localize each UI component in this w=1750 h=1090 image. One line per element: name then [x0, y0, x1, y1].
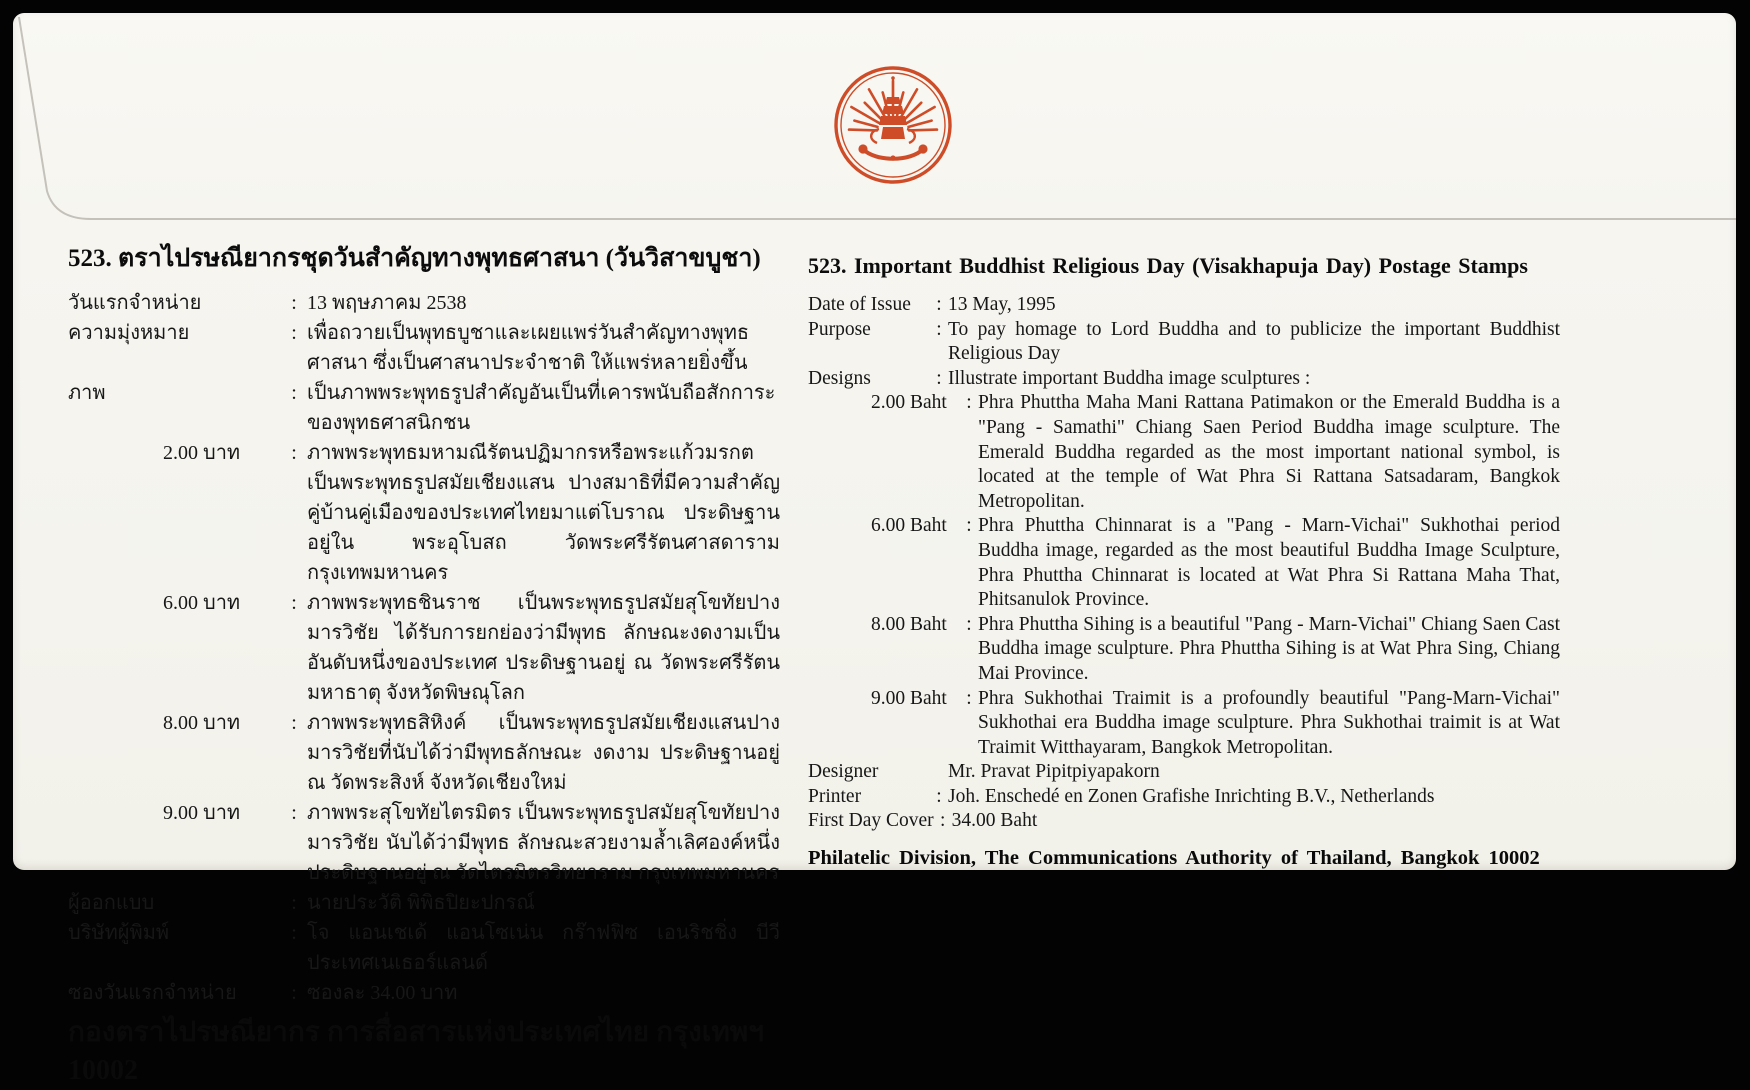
communications-authority-emblem-icon — [831, 63, 955, 187]
row-colon: : — [939, 810, 946, 832]
row-label: Printer — [808, 785, 862, 807]
row-colon: : — [936, 318, 942, 340]
row-colon: : — [291, 892, 297, 914]
row-value: Phra Phuttha Sihing is a beautiful "Pang - Marn-Vichai" Chiang Saen Cast Buddha image sculpture. Phra Phuttha Sihing is at Wat Phra Sing, Chiang Mai Province. — [978, 613, 1560, 684]
row-colon: : — [966, 613, 972, 635]
row-label: 6.00 บาท — [163, 592, 241, 614]
row-colon: : — [291, 592, 297, 614]
english-info-column — [808, 253, 1560, 871]
row-colon: : — [936, 367, 942, 389]
row-label: Designs — [808, 367, 871, 389]
thai-row-8-baht — [68, 708, 780, 798]
row-colon: : — [291, 292, 297, 314]
row-value: Phra Sukhothai Traimit is a profoundly beautiful "Pang-Marn-Vichai" Sukhothai era Buddha image sculpture. Phra Sukhothai traimit is at Wat Traimit Witthayaram, Bangkok Metropolitan. — [978, 687, 1560, 758]
thai-row-purpose — [68, 318, 780, 378]
row-value: เป็นภาพพระพุทธรูปสำคัญอันเป็นที่เคารพนับถือสักการะของพุทธศาสนิกชน — [307, 382, 776, 434]
thai-row-first-day-cover — [68, 978, 780, 1008]
row-label: Purpose — [808, 318, 871, 340]
english-row-9-baht — [808, 687, 1560, 761]
row-value: นายประวัติ พิพิธปิยะปกรณ์ — [307, 892, 535, 914]
row-value: Phra Phuttha Chinnarat is a "Pang - Marn-Vichai" Sukhothai period Buddha image, regarded as the most beautiful Buddha Image Sculpture, Phra Phuttha Chinnarat is located at Wat Phra Si Rattana Maha That, Phitsanulok Province. — [978, 515, 1560, 611]
row-label: ความมุ่งหมาย — [68, 322, 190, 344]
row-value: ภาพพระพุทธสิหิงค์ เป็นพระพุทธรูปสมัยเชียงแสนปางมารวิชัยที่นับได้ว่ามีพุทธลักษณะ งดงาม ประดิษฐานอยู่ ณ วัดพระสิงห์ จังหวัดเชียงใหม่ — [307, 712, 780, 794]
row-label: First Day Cover — [808, 810, 934, 832]
thai-info-column — [68, 243, 780, 1090]
row-label: 9.00 Baht — [871, 687, 947, 709]
row-value: Joh. Enschedé en Zonen Grafishe Inrichting B.V., Netherlands — [948, 785, 1435, 807]
english-row-designer — [808, 760, 1560, 785]
thai-row-9-baht — [68, 798, 780, 888]
english-row-designs — [808, 367, 1560, 392]
english-row-8-baht — [808, 613, 1560, 687]
row-colon: : — [291, 442, 297, 464]
row-value: To pay homage to Lord Buddha and to publicize the important Buddhist Religious Day — [948, 318, 1560, 365]
row-label: วันแรกจำหน่าย — [68, 292, 202, 314]
english-row-6-baht — [808, 514, 1560, 612]
row-colon: : — [936, 785, 942, 807]
row-colon: : — [936, 294, 942, 315]
row-value: Illustrate important Buddha image sculptures : — [948, 367, 1311, 389]
row-value: Phra Phuttha Maha Mani Rattana Patimakon or the Emerald Buddha is a "Pang - Samathi" Chiang Saen Period Buddha image sculpture. The Emerald Buddha regarded as the most important national symbol, is located at the temple of Wat Phra Si Rattana Satsadaram, Bangkok Metropolitan. — [978, 392, 1560, 512]
row-value: 34.00 Baht — [951, 810, 1038, 832]
row-label: 8.00 Baht — [871, 613, 947, 635]
english-philatelic-division-footer: Philatelic Division, The Communications Authority of Thailand, Bangkok 10002 — [808, 847, 1540, 870]
english-row-date-of-issue — [808, 293, 1560, 318]
english-issue-title: 523. Important Buddhist Religious Day (Visakhapuja Day) Postage Stamps — [808, 253, 1528, 278]
thai-row-printer — [68, 918, 780, 978]
row-colon: : — [966, 515, 972, 537]
row-label: 6.00 Baht — [871, 515, 947, 537]
row-colon: : — [966, 687, 972, 709]
row-value: ซองละ 34.00 บาท — [307, 982, 458, 1004]
row-label: Date of Issue — [808, 294, 911, 315]
row-value: Mr. Pravat Pipitpiyapakorn — [948, 761, 1160, 783]
row-value: โจ แอนเชเด้ แอนโซเน่น กร๊าฟฟิซ เอนริชชิ่ง บีวี ประเทศเนเธอร์แลนด์ — [307, 922, 780, 974]
row-label: ซองวันแรกจำหน่าย — [68, 982, 237, 1004]
row-colon: : — [966, 392, 972, 414]
thai-philatelic-division-footer: กองตราไปรษณียากร การสื่อสารแห่งประเทศไทย กรุงเทพฯ 10002 — [68, 1017, 764, 1086]
english-row-purpose — [808, 318, 1560, 367]
row-label: 8.00 บาท — [163, 712, 241, 734]
row-label: 2.00 Baht — [871, 392, 947, 414]
thai-issue-title: 523. ตราไปรษณียากรชุดวันสำคัญทางพุทธศาสนา (วันวิสาขบูชา) — [68, 245, 761, 272]
row-colon: : — [291, 322, 297, 344]
row-colon: : — [291, 802, 297, 824]
row-value: ภาพพระสุโขทัยไตรมิตร เป็นพระพุทธรูปสมัยสุโขทัยปางมารวิชัย นับได้ว่ามีพุทธ ลักษณะสวยงามล้ำเลิศองค์หนึ่ง ประดิษฐานอยู่ ณ วัดไตรมิตรวิทยาราม กรุงเทพมหานคร — [307, 802, 780, 884]
row-label: Designer — [808, 761, 879, 783]
row-label: 2.00 บาท — [163, 442, 241, 464]
english-row-2-baht — [808, 391, 1560, 514]
envelope-back — [13, 13, 1736, 1086]
row-value: เพื่อถวายเป็นพุทธบูชาและเผยแพร่วันสำคัญทางพุทธศาสนา ซึ่งเป็นศาสนาประจำชาติ ให้แพร่หลายยิ่งขึ้น — [307, 322, 750, 374]
row-colon: : — [291, 922, 297, 944]
english-row-printer — [808, 785, 1560, 810]
row-value: ภาพพระพุทธชินราช เป็นพระพุทธรูปสมัยสุโขทัยปางมารวิชัย ได้รับการยกย่องว่ามีพุทธ ลักษณะงดงามเป็นอันดับหนึ่งของประเทศ ประดิษฐานอยู่ ณ วัดพระศรีรัตนมหาธาตุ จังหวัดพิษณุโลก — [307, 592, 780, 704]
thai-row-designer — [68, 888, 780, 918]
thai-row-2-baht — [68, 438, 780, 588]
row-label: 9.00 บาท — [163, 802, 241, 824]
row-value: 13 พฤษภาคม 2538 — [307, 292, 467, 314]
row-label: ผู้ออกแบบ — [68, 892, 155, 914]
row-value: 13 May, 1995 — [948, 294, 1056, 315]
row-label: บริษัทผู้พิมพ์ — [68, 922, 170, 944]
thai-row-6-baht — [68, 588, 780, 708]
row-value: ภาพพระพุทธมหามณีรัตนปฏิมากรหรือพระแก้วมรกต เป็นพระพุทธรูปสมัยเชียงแสน ปางสมาธิที่มีความสำคัญคู่บ้านคู่เมืองของประเทศไทยมาแต่โบราณ ประดิษฐานอยู่ใน พระอุโบสถ วัดพระศรีรัตนศาสดาราม กรุงเทพมหานคร — [307, 442, 780, 584]
english-row-first-day-cover — [808, 809, 1560, 834]
thai-row-date-of-issue — [68, 288, 780, 318]
thai-row-designs — [68, 378, 780, 438]
row-colon: : — [291, 712, 297, 734]
row-label: ภาพ — [68, 382, 106, 404]
row-colon: : — [291, 982, 297, 1004]
row-colon: : — [291, 382, 297, 404]
